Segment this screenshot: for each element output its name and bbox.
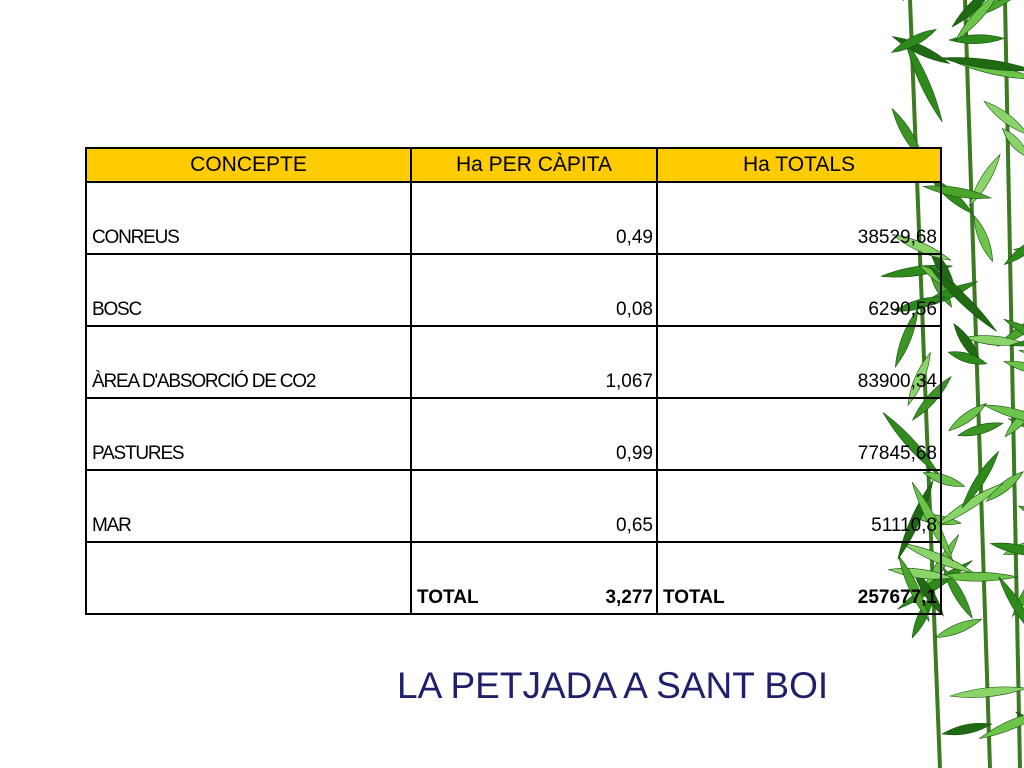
total-totals-cell xyxy=(657,542,941,614)
total-empty-cell xyxy=(86,542,411,614)
header-ha-totals: Ha TOTALS xyxy=(657,148,941,182)
row-per-capita: 0,65 xyxy=(411,470,657,542)
table-total-row xyxy=(86,542,941,614)
table-row xyxy=(86,254,941,326)
row-totals: 51110,8 xyxy=(657,470,941,542)
total-per-capita-value: 3,277 xyxy=(605,587,653,608)
ecological-footprint-table xyxy=(85,147,942,615)
row-per-capita: 0,99 xyxy=(411,398,657,470)
row-concepte: MAR xyxy=(86,470,411,542)
header-concepte: CONCEPTE xyxy=(86,148,411,182)
slide-title: LA PETJADA A SANT BOI xyxy=(397,665,829,706)
row-per-capita: 0,08 xyxy=(411,254,657,326)
row-per-capita: 1,067 xyxy=(411,326,657,398)
row-concepte: PASTURES xyxy=(86,398,411,470)
row-totals: 6290,56 xyxy=(657,254,941,326)
row-totals: 38529,68 xyxy=(657,182,941,254)
row-concepte: ÀREA D'ABSORCIÓ DE CO2 xyxy=(86,326,411,398)
total-per-capita-label: TOTAL xyxy=(417,587,479,608)
table-row xyxy=(86,398,941,470)
row-totals: 77845,68 xyxy=(657,398,941,470)
total-per-capita-cell xyxy=(411,542,657,614)
row-per-capita: 0,49 xyxy=(411,182,657,254)
header-ha-per-capita: Ha PER CÀPITA xyxy=(411,148,657,182)
total-totals-label: TOTAL xyxy=(663,587,725,608)
row-concepte: CONREUS xyxy=(86,182,411,254)
total-totals-value: 257677,1 xyxy=(857,587,937,608)
row-totals: 83900,34 xyxy=(657,326,941,398)
table-row xyxy=(86,470,941,542)
table-row xyxy=(86,182,941,254)
table-row xyxy=(86,326,941,398)
row-concepte: BOSC xyxy=(86,254,411,326)
table-header-row xyxy=(86,148,941,182)
